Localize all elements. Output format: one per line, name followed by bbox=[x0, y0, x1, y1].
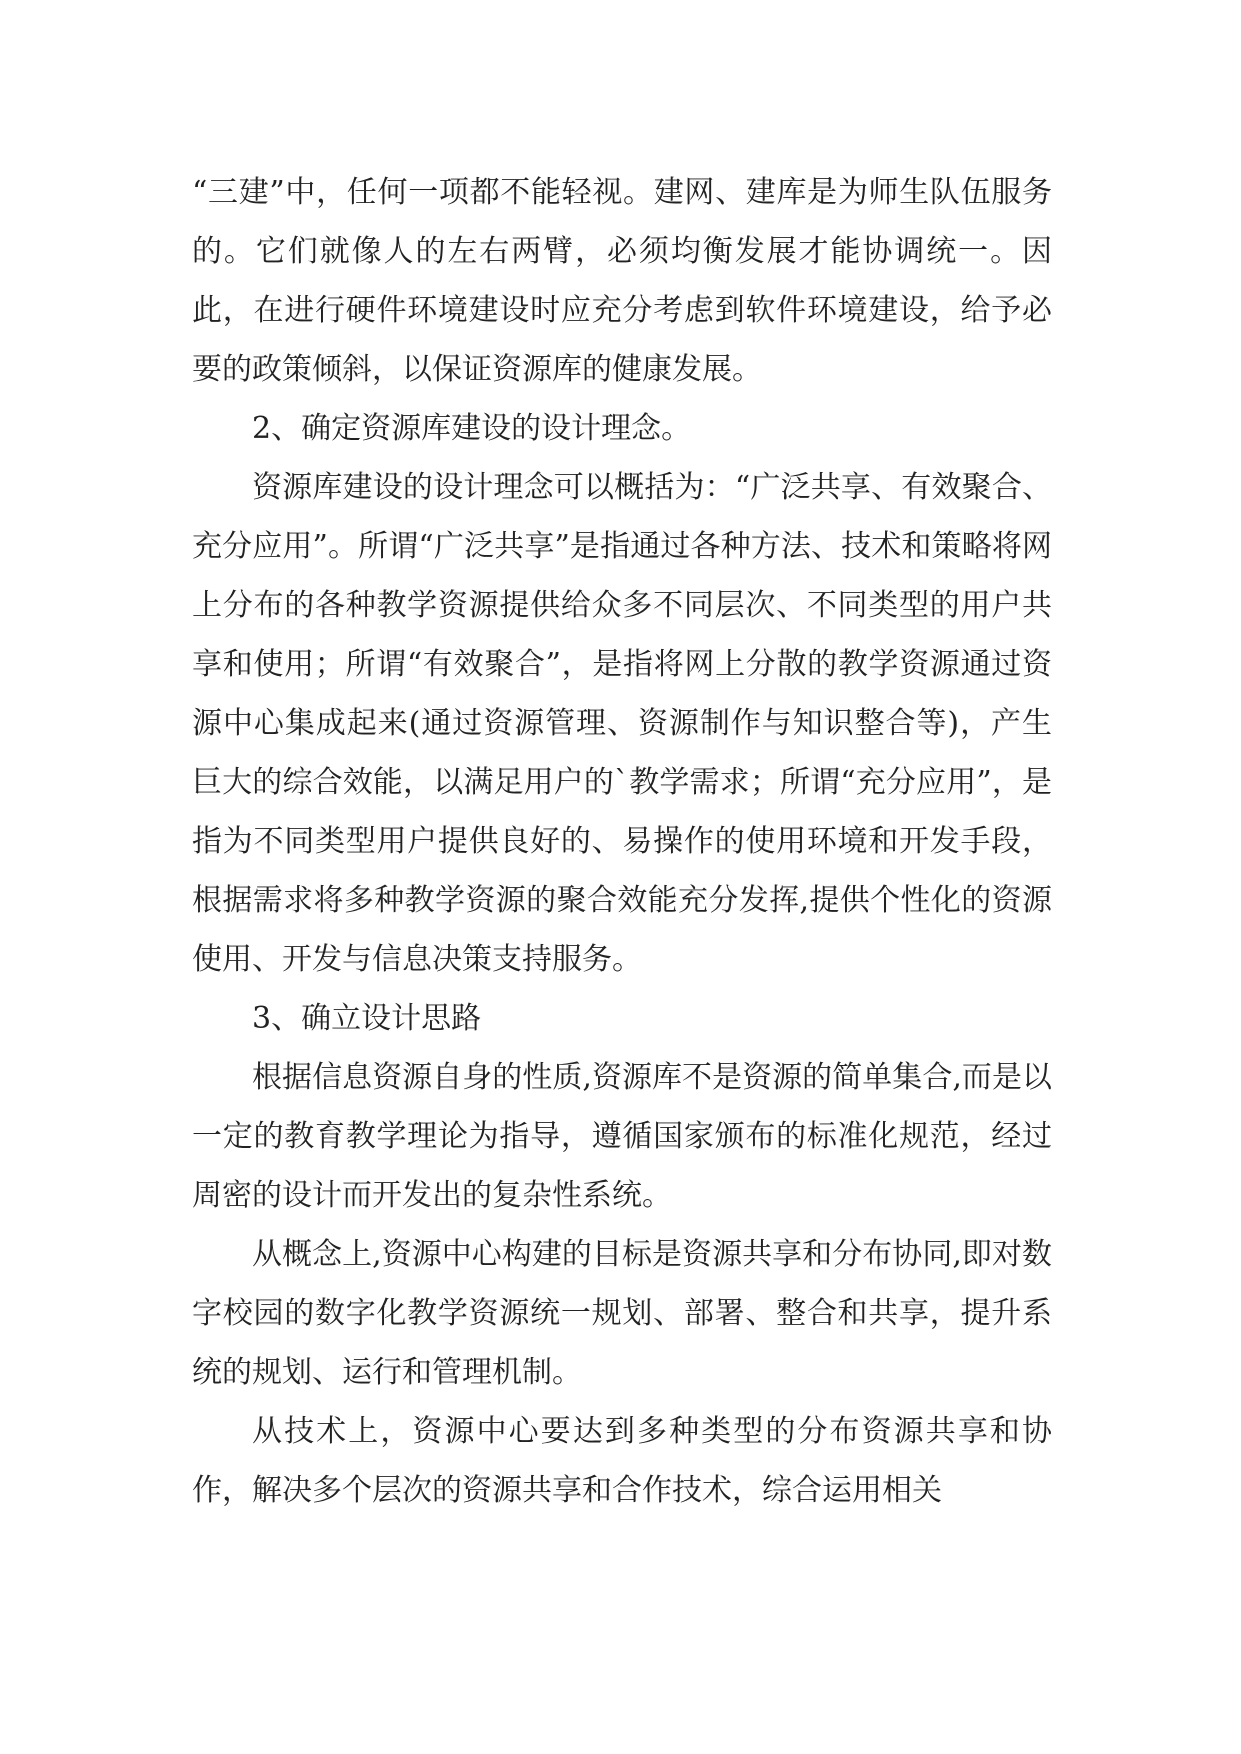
paragraph-design-concept: 资源库建设的设计理念可以概括为：“广泛共享、有效聚合、充分应用”。所谓“广泛共享”是指通过各种方法、技术和策略将网上分布的各种教学资源提供给众多不同层次、不同类型的用户共享和使用；所谓“有效聚合”，是指将网上分散的教学资源通过资源中心集成起来(通过资源管理、资源制作与知识整合等)，产生巨大的综合效能，以满足用户的`教学需求；所谓“充分应用”，是指为不同类型用户提供良好的、易操作的使用环境和开发手段，根据需求将多种教学资源的聚合效能充分发挥,提供个性化的资源使用、开发与信息决策支持服务。 bbox=[192, 470, 1052, 977]
section-heading-2: 2、确定资源库建设的设计理念。 bbox=[252, 411, 692, 446]
document-body bbox=[192, 163, 1052, 1520]
paragraph-design-approach: 根据信息资源自身的性质,资源库不是资源的简单集合,而是以一定的教育教学理论为指导，遵循国家颁布的标准化规范，经过周密的设计而开发出的复杂性系统。 bbox=[192, 1060, 1052, 1213]
section-heading-3: 3、确立设计思路 bbox=[252, 1001, 482, 1036]
paragraph-concept: 从概念上,资源中心构建的目标是资源共享和分布协同,即对数字校园的数字化教学资源统一规划、部署、整合和共享，提升系统的规划、运行和管理机制。 bbox=[192, 1237, 1052, 1390]
paragraph-continuation: “三建”中，任何一项都不能轻视。建网、建库是为师生队伍服务的。它们就像人的左右两臂，必须均衡发展才能协调统一。因此，在进行硬件环境建设时应充分考虑到软件环境建设，给予必要的政策倾斜，以保证资源库的健康发展。 bbox=[192, 175, 1052, 387]
paragraph-technology: 从技术上，资源中心要达到多种类型的分布资源共享和协作，解决多个层次的资源共享和合作技术，综合运用相关 bbox=[192, 1414, 1052, 1508]
